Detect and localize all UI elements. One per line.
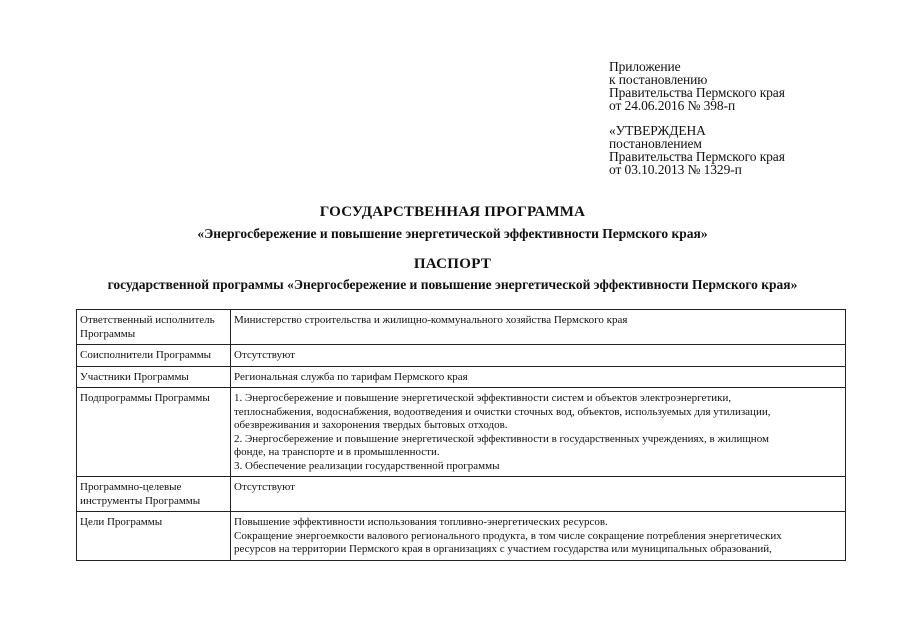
appendix-line: Приложение: [609, 59, 681, 74]
approved-block: [609, 124, 785, 176]
table-row-responsible: [77, 310, 846, 345]
table-row-subprograms: [77, 388, 846, 477]
table-row-tools: [77, 477, 846, 512]
approved-line: от 03.10.2013 № 1329-п: [609, 162, 742, 177]
table-row-participants: [77, 366, 846, 388]
row-value-cell: [231, 477, 846, 512]
row-value-cell: [231, 366, 846, 388]
row-label: Программно-целевые: [80, 481, 182, 493]
row-label-cell: [77, 310, 231, 345]
row-label: Программы: [80, 327, 136, 340]
row-label: Подпрограммы Программы: [80, 392, 210, 404]
row-label-cell: [77, 366, 231, 388]
table-row-goals: [77, 512, 846, 561]
row-value: 3. Обеспечение реализации государственной программы: [234, 459, 500, 472]
row-label: Ответственный исполнитель: [80, 314, 215, 326]
appendix-block: [609, 60, 785, 112]
row-value: Сокращение энергоемкости валового регионального продукта, в том числе сокращение потребления энергетических: [234, 529, 782, 542]
row-value-cell: [231, 388, 846, 477]
approved-line: постановлением: [609, 136, 702, 151]
row-value-cell: [231, 512, 846, 561]
appendix-line: от 24.06.2016 № 398-п: [609, 98, 736, 113]
row-value-cell: [231, 310, 846, 345]
row-value: ресурсов на территории Пермского края в организациях с участием государства или муниципальных образований,: [234, 543, 772, 555]
row-value: Министерство строительства и жилищно-коммунального хозяйства Пермского края: [234, 314, 628, 326]
row-label-cell: [77, 388, 231, 477]
passport-subtitle: государственной программы «Энергосбережение и повышение энергетической эффективности Пермского края»: [107, 277, 798, 292]
table-row-co-executors: [77, 345, 846, 367]
row-label: Соисполнители Программы: [80, 349, 212, 361]
row-value: фонде, на транспорте и в промышленности.: [234, 446, 440, 458]
passport-table: [76, 309, 846, 561]
row-value: 2. Энергосбережение и повышение энергетической эффективности в государственных учреждениях, в жилищном: [234, 432, 769, 445]
row-value: Региональная служба по тарифам Пермского края: [234, 370, 468, 383]
row-label-cell: [77, 345, 231, 367]
passport-heading: ПАСПОРТ: [413, 256, 492, 272]
row-label: Цели Программы: [80, 516, 163, 528]
row-label: Участники Программы: [80, 370, 189, 383]
row-value: 1. Энергосбережение и повышение энергетической эффективности систем и объектов электроэнергетики,: [234, 392, 732, 404]
row-label: инструменты Программы: [80, 494, 201, 507]
appendix-line: Правительства Пермского края: [609, 85, 785, 100]
program-heading: ГОСУДАРСТВЕННАЯ ПРОГРАММА: [319, 204, 586, 220]
row-value: Отсутствуют: [234, 481, 295, 493]
row-label-cell: [77, 512, 231, 561]
row-value-cell: [231, 345, 846, 367]
row-label-cell: [77, 477, 231, 512]
row-value: обезвреживания и захоронения твердых бытовых отходов.: [234, 419, 508, 431]
row-value: Повышение эффективности использования топливно-энергетических ресурсов.: [234, 516, 608, 528]
row-value: теплоснабжения, водоснабжения, водоотведения и очистки сточных вод, объектов, используемых для утилизации,: [234, 405, 771, 418]
approved-line: «УТВЕРЖДЕНА: [609, 123, 706, 138]
appendix-line: к постановлению: [609, 72, 708, 87]
approved-line: Правительства Пермского края: [609, 149, 785, 164]
row-value: Отсутствуют: [234, 349, 295, 361]
program-subtitle: «Энергосбережение и повышение энергетической эффективности Пермского края»: [197, 226, 708, 241]
